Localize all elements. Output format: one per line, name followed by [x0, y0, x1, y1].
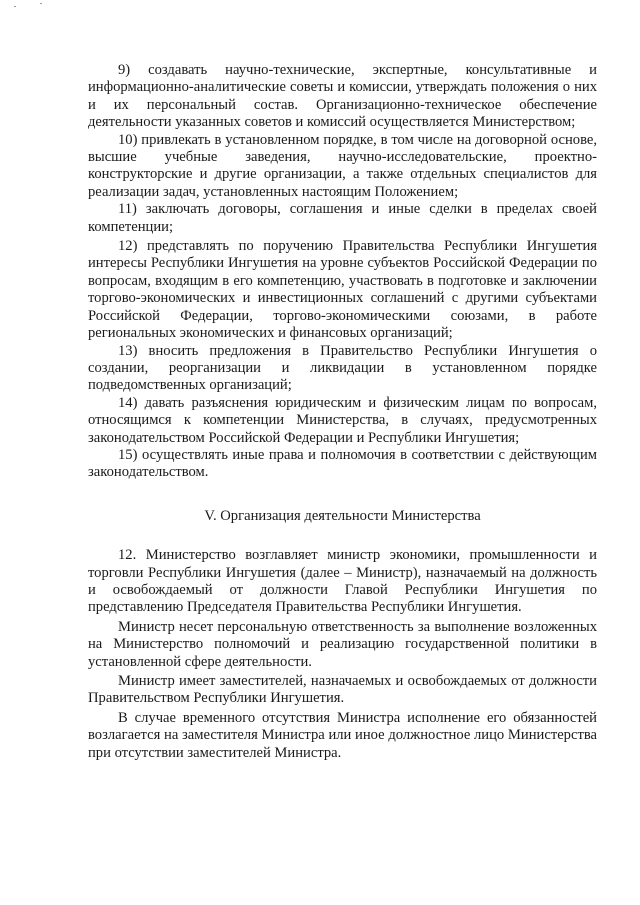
- paragraph-responsibility: Министр несет персональную ответственность за выполнение возложенных на Министерство полномочий и реализацию государственной политики в установленной сфере деятельности.: [88, 618, 597, 670]
- scan-speck: [40, 3, 42, 4]
- document-body: [88, 62, 597, 762]
- scan-speck: [14, 6, 16, 7]
- list-item-10: 10) привлекать в установленном порядке, в том числе на договорной основе, высшие учебные заведения, научно-исследовательские, проектно-конструкторские и другие организации, а также отдельных специалистов для реализации задач, установленных настоящим Положением;: [88, 131, 597, 200]
- paragraph-deputies: Министр имеет заместителей, назначаемых и освобождаемых от должности Правительством Республики Ингушетия.: [88, 673, 597, 707]
- list-item-14: 14) давать разъяснения юридическим и физическим лицам по вопросам, относящимся к компетенции Министерства, в случаях, предусмотренных законодательством Российской Федерации и Республики Ингушетия;: [88, 394, 597, 446]
- list-item-13: 13) вносить предложения в Правительство Республики Ингушетия о создании, реорганизации и ликвидации в установленном порядке подведомственных организаций;: [88, 342, 597, 394]
- list-item-9: 9) создавать научно-технические, экспертные, консультативные и информационно-аналитические советы и комиссии, утверждать положения о них и их персональный состав. Организационно-техническое обеспечение деятельности указанных советов и комиссий осуществляется Министерством;: [88, 62, 597, 131]
- section-heading: V. Организация деятельности Министерства: [204, 507, 481, 524]
- list-item-11: 11) заключать договоры, соглашения и иные сделки в пределах своей компетенции;: [88, 201, 597, 235]
- list-item-12: 12) представлять по поручению Правительства Республики Ингушетия интересы Республики Ингушетия на уровне субъектов Российской Федерации по вопросам, входящим в его компетенцию, участвовать в подготовке и заключении торгово-экономических и инвестиционных соглашений с другими субъектами Российской Федерации, торгово-экономическими союзами, в работе региональных экономических и финансовых организаций;: [88, 238, 597, 342]
- paragraph-absence: В случае временного отсутствия Министра исполнение его обязанностей возлагается на заместителя Министра или иное должностное лицо Министерства при отсутствии заместителей Министра.: [88, 709, 597, 761]
- paragraph-12: 12. Министерство возглавляет министр экономики, промышленности и торговли Республики Ингушетия (далее – Министр), назначаемый на должность и освобождаемый от должности Главой Республики Ингушетия по представлению Председателя Правительства Республики Ингушетия.: [88, 547, 597, 616]
- list-item-15: 15) осуществлять иные права и полномочия в соответствии с действующим законодательством.: [88, 446, 597, 481]
